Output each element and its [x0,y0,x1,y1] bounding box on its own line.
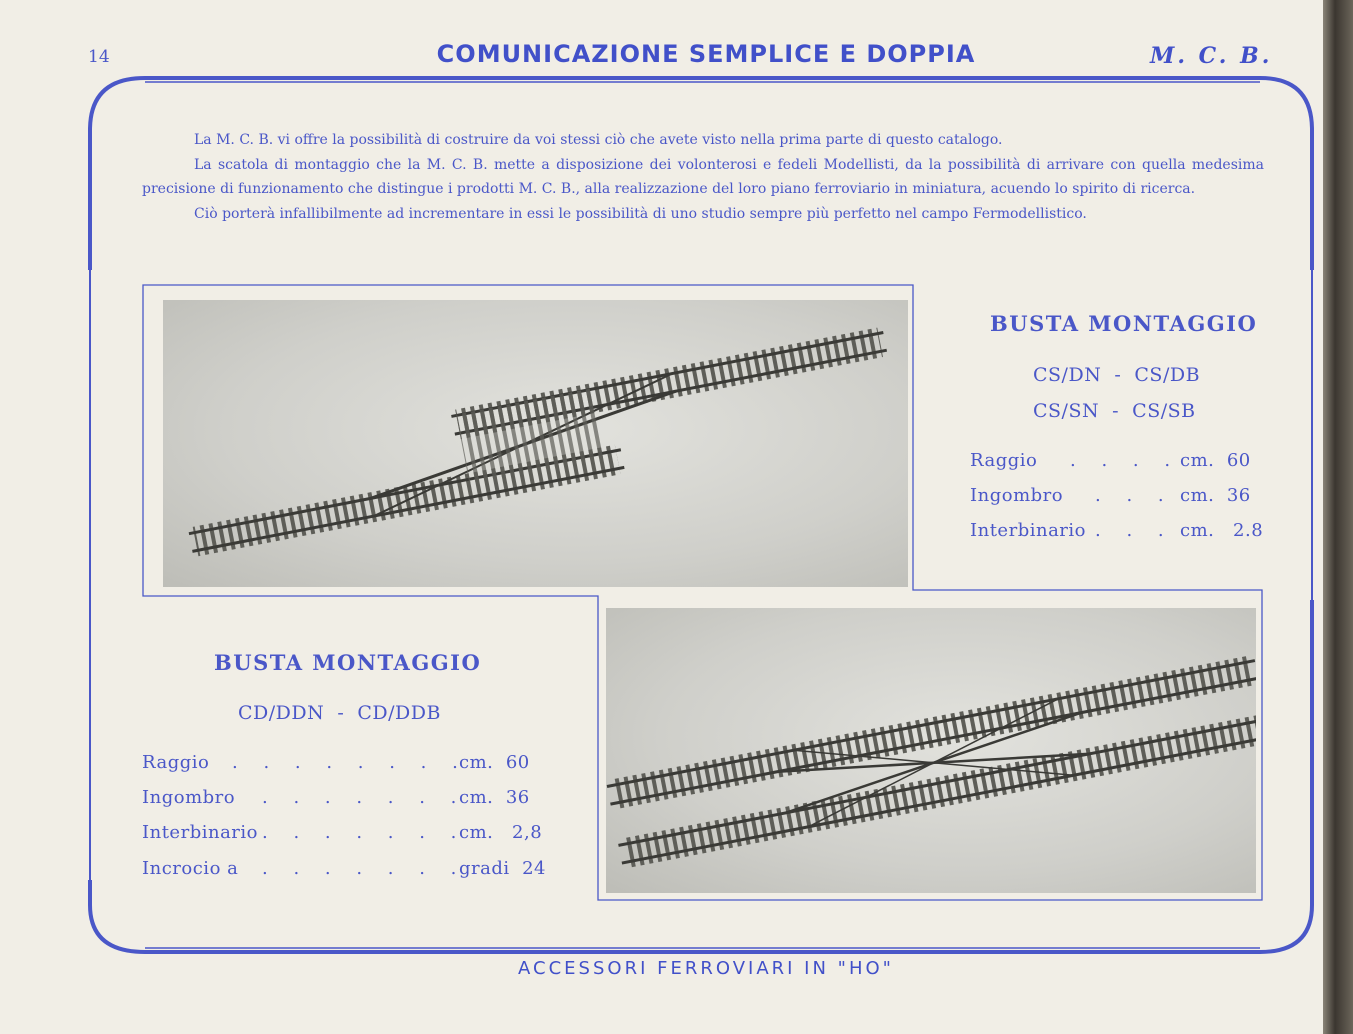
spec-dots: . . . . . . . [262,787,467,808]
spec-label: Raggio [142,752,210,773]
spec-dots: . . . [1095,485,1174,506]
spec-value: cm. 2,8 [459,822,543,843]
spec-value: cm. 60 [1180,450,1251,471]
spec-value: cm. 36 [1180,485,1251,506]
top-product-codes-1: CS/DN - CS/DB [1033,364,1201,386]
spec-value: cm. 36 [459,787,530,808]
track-illustration [606,608,1256,893]
spec-label: Raggio [970,450,1038,471]
spec-label: Interbinario [142,822,258,843]
spec-dots: . . . [1095,520,1174,541]
spec-label: Incrocio a [142,858,239,879]
spec-label: Ingombro [970,485,1064,506]
page-title: COMUNICAZIONE SEMPLICE E DOPPIA [436,40,976,68]
intro-paragraph-2: La scatola di montaggio che la M. C. B. mette a disposizione dei volonterosi e fedeli Modellisti, da la possibilità di arrivare con quella medesima precisione di funzionamento che distingue i prodotti M. C. B., alla realizzazione del loro piano ferroviario in miniatura, acuendo lo spirito di ricerca. [142,156,1264,197]
spec-dots: . . . . . . . [262,858,467,879]
bottom-product-codes: CD/DDN - CD/DDB [238,702,441,724]
track-illustration [163,300,908,587]
top-product-codes-2: CS/SN - CS/SB [1033,400,1196,422]
spec-value: cm. 2.8 [1180,520,1264,541]
footer-text: ACCESSORI FERROVIARI IN "HO" [518,958,894,979]
spec-dots: . . . . . . . [262,822,467,843]
spec-value: cm. 60 [459,752,530,773]
spec-label: Ingombro [142,787,236,808]
brand-logo: M. C. B. [1150,43,1273,69]
top-product-title: BUSTA MONTAGGIO [990,311,1258,336]
photo-double-crossover [606,608,1256,893]
spec-dots: . . . . . . . . [232,752,468,773]
photo-single-crossover [163,300,908,587]
intro-paragraph-3: Ciò porterà infallibilmente ad incrementare in essi le possibilità di uno studio sempre più perfetto nel campo Fermodellistico. [194,205,1087,222]
intro-text [142,128,1264,226]
spec-label: Interbinario [970,520,1086,541]
intro-paragraph-1: La M. C. B. vi offre la possibilità di costruire da voi stessi ciò che avete visto nella prima parte di questo catalogo. [194,132,1003,148]
page-number: 14 [88,47,110,67]
spec-value: gradi 24 [459,858,546,879]
bottom-product-title: BUSTA MONTAGGIO [214,650,482,675]
spec-dots: . . . . [1070,450,1181,471]
